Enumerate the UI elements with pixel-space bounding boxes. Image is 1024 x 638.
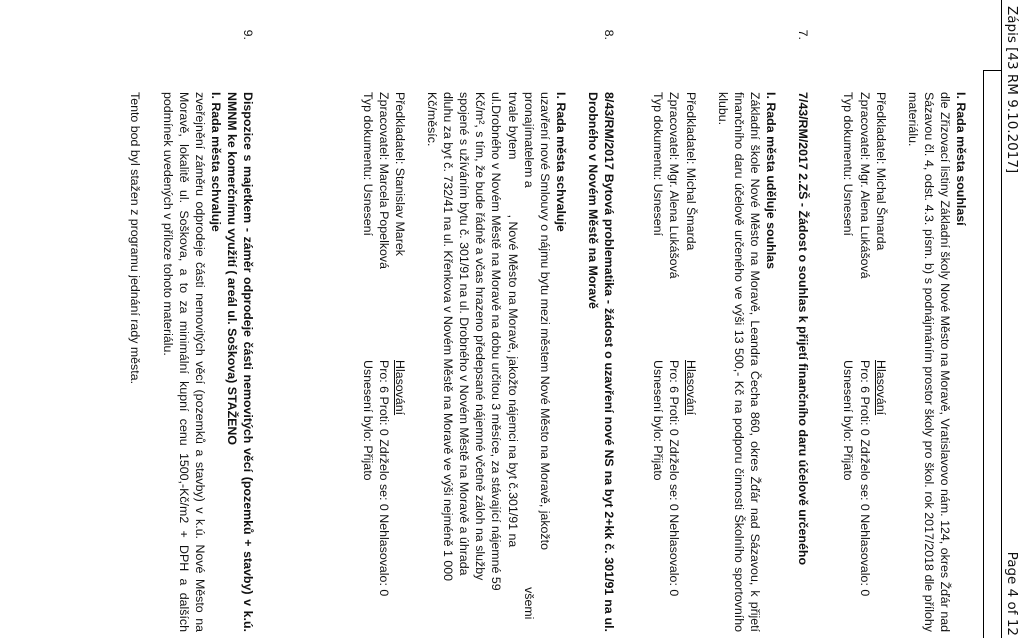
header-rule	[1001, 0, 1002, 638]
vote-label: Hlasování	[392, 360, 407, 416]
resolution-text: zveřejnění záměru odprodeje části nemovitých věcí (pozemků a stavby) v k.ú. Nové Město na Moravě, lokalitě ul. Soškova, a to za minimální kupní cenu 1500,-Kč/m2 + DPH a dalších podmínek uvedených v příloze tohoto materiálu.	[160, 92, 207, 632]
document-type: Typ dokumentu: Usnesení	[651, 92, 666, 236]
agenda-item-8	[360, 92, 617, 632]
table-divider	[984, 70, 1002, 71]
resolution-status: Usnesení bylo: Přijato	[360, 360, 375, 481]
resolution-heading: I. Rada města uděluje souhlas	[763, 92, 778, 269]
header-title: Zápis [43 RM 9.10.2017]	[1004, 6, 1020, 174]
continued-resolution	[840, 92, 969, 632]
processor: Zpracovatel: Marcela Popelková	[376, 92, 391, 269]
resolution-text: Základní škole Nové Město na Moravě, Leandra Čecha 860, okres Žďár nad Sázavou, k přijetí finančního daru účelově určeného ve výši 13 500,- Kč na podporu činnosti Školního sportovního klubu.	[715, 92, 762, 632]
resolution-status: Usnesení bylo: Přijato	[841, 360, 856, 481]
page-header	[1004, 6, 1022, 636]
processor: Zpracovatel: Mgr. Alena Lukášová	[857, 92, 872, 279]
resolution-heading: I. Rada města schvaluje	[553, 92, 568, 232]
withdrawn-note: Tento bod byl stažen z programu jednání rady města.	[128, 92, 143, 385]
item-number: 9.	[241, 29, 255, 40]
vote-table	[650, 92, 698, 632]
item-number: 8.	[602, 29, 616, 40]
proposer: Předkladatel: Stanislav Marek	[392, 92, 407, 256]
resolution-status: Usnesení bylo: Přijato	[651, 360, 666, 481]
processor: Zpracovatel: Mgr. Alena Lukášová	[667, 92, 682, 279]
proposer: Předkladatel: Michal Šmarda	[873, 92, 888, 251]
agenda-item-9	[127, 92, 256, 632]
resolution-text: dle Zřizovací listiny Základní školy Nové Město na Moravě, Vratislavovo nám. 124, okres Žďár nad Sázavou čl. 4, odst. 4.3. písm. b) s podnájmáním prostor školy pro škol. rok 2017/2018 dle přílohy materiálu.	[905, 92, 952, 632]
table-rule	[983, 70, 984, 638]
resolution-heading: I. Rada města souhlasí	[954, 92, 968, 226]
resolution-heading: I. Rada města schvaluje	[208, 92, 223, 232]
page-number: Page 4 of 12	[1004, 551, 1020, 636]
vote-table	[840, 92, 888, 632]
document-type: Typ dokumentu: Usnesení	[841, 92, 856, 236]
vote-result: Pro: 6 Proti: 0 Zdrželo se: 0 Nehlasovalo: 0	[667, 360, 682, 597]
item-title: Dispozice s majetkem - záměr odprodeje části nemovitých věcí (pozemků + stavby) v k.ú. NMNM ke komerčnímu využití ( areál ul. Soškova) STAŽENO	[224, 92, 255, 632]
vote-label: Hlasování	[873, 360, 888, 416]
item-number: 7.	[796, 29, 810, 40]
vote-result: Pro: 6 Proti: 0 Zdrželo se: 0 Nehlasovalo: 0	[376, 360, 391, 597]
vote-result: Pro: 6 Proti: 0 Zdrželo se: 0 Nehlasovalo: 0	[857, 360, 872, 597]
item-title: 8/43/RM/2017 Bytová problematika - žádost o uzavření nové NS na byt 2+kk č. 301/91 na ul. Drobného v Novém Městě na Moravě	[585, 92, 616, 632]
resolution-text: uzavření nové Smlouvy o nájmu bytu mezi městem Nové Město na Moravě, jakožto pronajímatelem a všemi trvale bytem , Nové Město na Moravě, jakožto nájemci na byt č.301/91 na ul.Drobného v Novém Městě na Moravě na dobu určitou 3 měsíce, za stávající nájemné 59 Kč/m², s tím, že bude řádně a včas hrazeno předepsané nájemné včetně záloh na služby spojené s užíváním bytu č. 301/91 na ul. Drobného v Novém Městě na Moravě a úhrada dluhu za byt č. 732/41 na ul. Křenkova v Novém Městě na Moravě ve výši nejméně 1 000 Kč/měsíc.	[425, 92, 552, 620]
proposer: Předkladatel: Michal Šmarda	[683, 92, 698, 251]
item-title: 7/43/RM/2017 2.ZŠ - Žádost o souhlas k přijetí finančního daru účelově určeného	[796, 92, 810, 566]
agenda-item-7	[650, 92, 811, 632]
vote-table	[360, 92, 408, 632]
vote-label: Hlasování	[683, 360, 698, 416]
document-type: Typ dokumentu: Usnesení	[360, 92, 375, 236]
